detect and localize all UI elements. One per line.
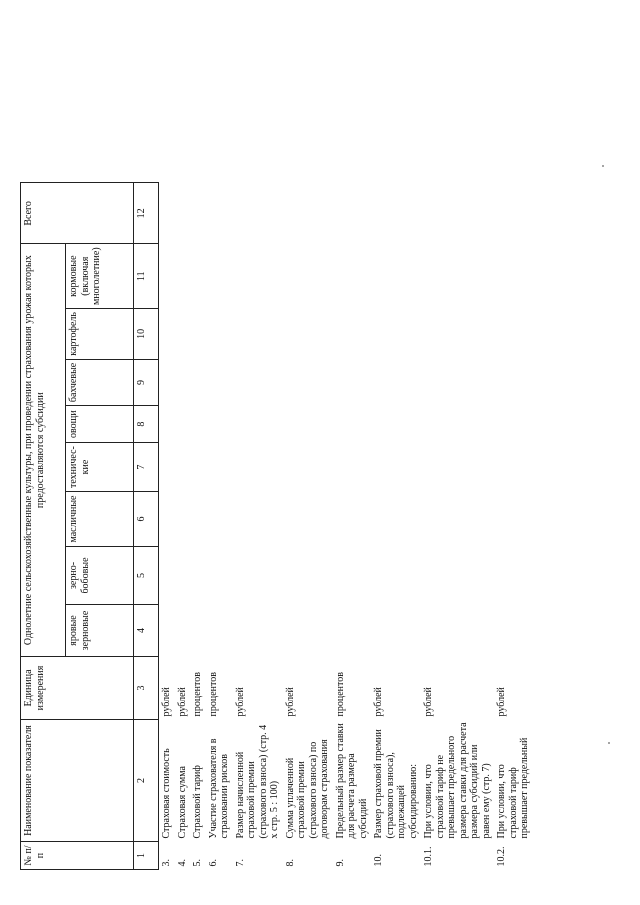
col-number: 4 (134, 605, 159, 657)
table-row (159, 183, 175, 870)
header-unit: Единица измерения (21, 657, 134, 720)
col-number: 3 (134, 657, 159, 720)
col-number: 8 (134, 406, 159, 443)
row-num: 7. (234, 859, 246, 867)
row-num: 8. (284, 859, 296, 867)
row-name: При условии, что страховой тариф не превышает предельного размера ставки для расчета размера субсидий или равен ему (стр. 7) (423, 722, 492, 839)
row-unit: рублей (234, 687, 246, 717)
col-number: 6 (134, 492, 159, 547)
row-unit: процентов (207, 672, 219, 717)
row-unit: процентов (192, 672, 203, 717)
header-crop-vegetables: овощи (66, 406, 134, 443)
table-row (333, 183, 372, 870)
row-num: 6. (207, 859, 219, 867)
row-num: 10. (373, 854, 384, 867)
header-crop-oilseeds: масличные (66, 492, 134, 547)
row-name: Страховая стоимость (161, 748, 172, 839)
table-row (175, 183, 191, 870)
row-num: 5. (192, 859, 203, 867)
row-name: Участие страхователя в страховании рисков (207, 738, 230, 839)
row-num: 10.1. (423, 846, 434, 867)
header-crops-group: Однолетние сельскохозяйственные культуры, при проведении страхования урожая которых предоставляются субсидии (21, 244, 66, 657)
header-total: Всего (21, 183, 134, 244)
header-crop-spring-grain: яровые зерновые (66, 605, 134, 657)
row-name: Размер страховой премии (страхового взноса), подлежащей субсидированию: (373, 729, 419, 839)
row-unit: рублей (161, 687, 172, 717)
row-unit: рублей (373, 687, 384, 717)
header-num: № п/п (21, 842, 134, 870)
header-crop-legumes: зерно-бобовые (66, 547, 134, 605)
header-crop-technical: техничес-кие (66, 443, 134, 492)
col-number: 10 (134, 309, 159, 360)
row-name: Предельный размер ставки для расчета размера субсидий (334, 723, 369, 839)
header-crop-potato: картофель (66, 309, 134, 360)
col-number: 12 (134, 183, 159, 244)
row-unit: рублей (284, 687, 296, 717)
header-crop-melons: бахчевые (66, 359, 134, 405)
row-num: 10.2. (496, 846, 507, 867)
table-row (206, 183, 233, 870)
row-name: Сумма уплаченной страховой премии (страхового взноса) по договорам страхования (284, 739, 330, 839)
header-indicator: Наименование показателя (21, 720, 134, 842)
table-row (494, 183, 533, 870)
row-unit: рублей (496, 687, 507, 717)
scan-speck (608, 742, 610, 744)
row-unit: рублей (423, 687, 434, 717)
col-number: 7 (134, 443, 159, 492)
table-row (190, 183, 206, 870)
table-row (371, 183, 421, 870)
scan-speck (602, 165, 604, 167)
row-num: 4. (176, 859, 188, 867)
table-row (233, 183, 283, 870)
col-number: 5 (134, 547, 159, 605)
row-name: Страховой тариф (192, 765, 203, 839)
header-crop-forage: кормовые (включая многолетние) (66, 244, 134, 309)
col-number: 1 (134, 842, 159, 870)
col-number: 9 (134, 359, 159, 405)
row-name: Страховая сумма (176, 766, 188, 839)
row-name: Размер начисленной страховой премии (страхового взноса) (стр. 4 х стр. 5 : 100) (234, 724, 280, 839)
col-number: 11 (134, 244, 159, 309)
row-name: При условии, что страховой тариф превышает предельный (496, 737, 530, 839)
col-number: 2 (134, 720, 159, 842)
row-unit: рублей (176, 687, 188, 717)
table-row (421, 183, 494, 870)
row-num: 9. (334, 859, 346, 867)
table-row (283, 183, 333, 870)
subsidy-table (20, 182, 533, 870)
row-unit: процентов (334, 672, 346, 717)
row-num: 3. (161, 859, 172, 867)
